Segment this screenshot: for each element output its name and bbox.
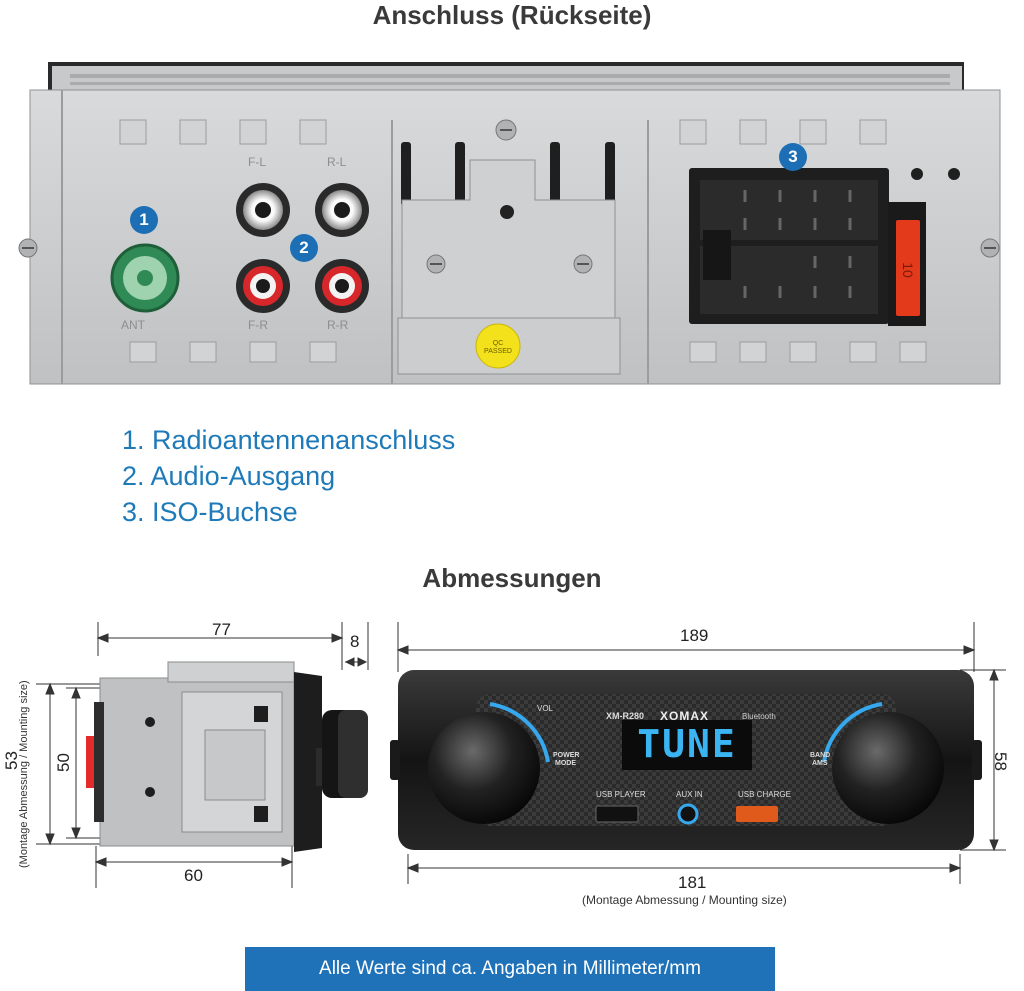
label-ant: ANT	[121, 318, 145, 332]
dim-depth-top: 77	[212, 620, 231, 639]
rca-jack-f-r	[236, 259, 290, 313]
rca-jack-f-l	[236, 183, 290, 237]
rear-panel-illustration	[0, 50, 1024, 390]
display-text: TUNE	[637, 722, 737, 766]
usb-charge-label: USB CHARGE	[738, 790, 791, 799]
aux-in-port	[679, 805, 697, 823]
footer-note	[245, 947, 775, 991]
marker-2: 2	[299, 238, 309, 257]
dim-width-bottom: 181	[678, 873, 707, 892]
usb-player-port	[596, 806, 638, 822]
usb-player-label: USB PLAYER	[596, 790, 646, 799]
connection-title: Anschluss (Rückseite)	[372, 0, 652, 30]
mode-label: MODE	[555, 760, 576, 767]
dim-width-bottom-note: (Montage Abmessung / Mounting size)	[582, 893, 787, 907]
fuse-label: 10	[899, 262, 916, 278]
dim-depth-bottom: 60	[184, 866, 203, 885]
legend-item-audio: 2. Audio-Ausgang	[122, 461, 336, 491]
marker-3: 3	[788, 147, 798, 166]
dim-width-top: 189	[680, 626, 709, 645]
bluetooth-label: Bluetooth	[742, 712, 776, 721]
iso-connector	[689, 168, 889, 324]
ams-label: AMS	[812, 760, 828, 767]
label-r-l: R-L	[327, 155, 347, 169]
rca-jack-r-l	[315, 183, 369, 237]
right-tune-knob	[832, 712, 944, 824]
dim-height-right: 58	[991, 752, 1010, 771]
dim-knob-depth: 8	[350, 632, 360, 651]
dimensions-title: Abmessungen	[422, 563, 602, 593]
vol-label: VOL	[537, 704, 554, 713]
band-label: BAND	[810, 752, 831, 759]
power-label: POWER	[553, 752, 580, 759]
marker-1: 1	[139, 210, 149, 229]
aux-in-label: AUX IN	[676, 790, 703, 799]
label-r-r: R-R	[327, 318, 349, 332]
dim-height-outer: 53	[2, 751, 21, 770]
rca-jack-r-r	[315, 259, 369, 313]
label-f-l: F-L	[248, 155, 266, 169]
dim-height-outer-note: (Montage Abmessung / Mounting size)	[18, 680, 30, 868]
footer-note-text: Alle Werte sind ca. Angaben in Millimeter/mm	[319, 958, 701, 979]
legend-list	[122, 422, 455, 530]
model-label: XM-R280	[606, 711, 645, 721]
label-f-r: F-R	[248, 318, 268, 332]
antenna-jack	[112, 245, 178, 311]
brand-label: XOMAX	[660, 709, 710, 723]
left-volume-knob	[428, 712, 540, 824]
legend-item-iso: 3. ISO-Buchse	[122, 497, 298, 527]
qc-sticker-text: QC PASSED	[484, 340, 512, 355]
usb-charge-port	[736, 806, 778, 822]
legend-item-antenna: 1. Radioantennenanschluss	[122, 425, 456, 455]
dim-height-inner: 50	[54, 753, 73, 772]
